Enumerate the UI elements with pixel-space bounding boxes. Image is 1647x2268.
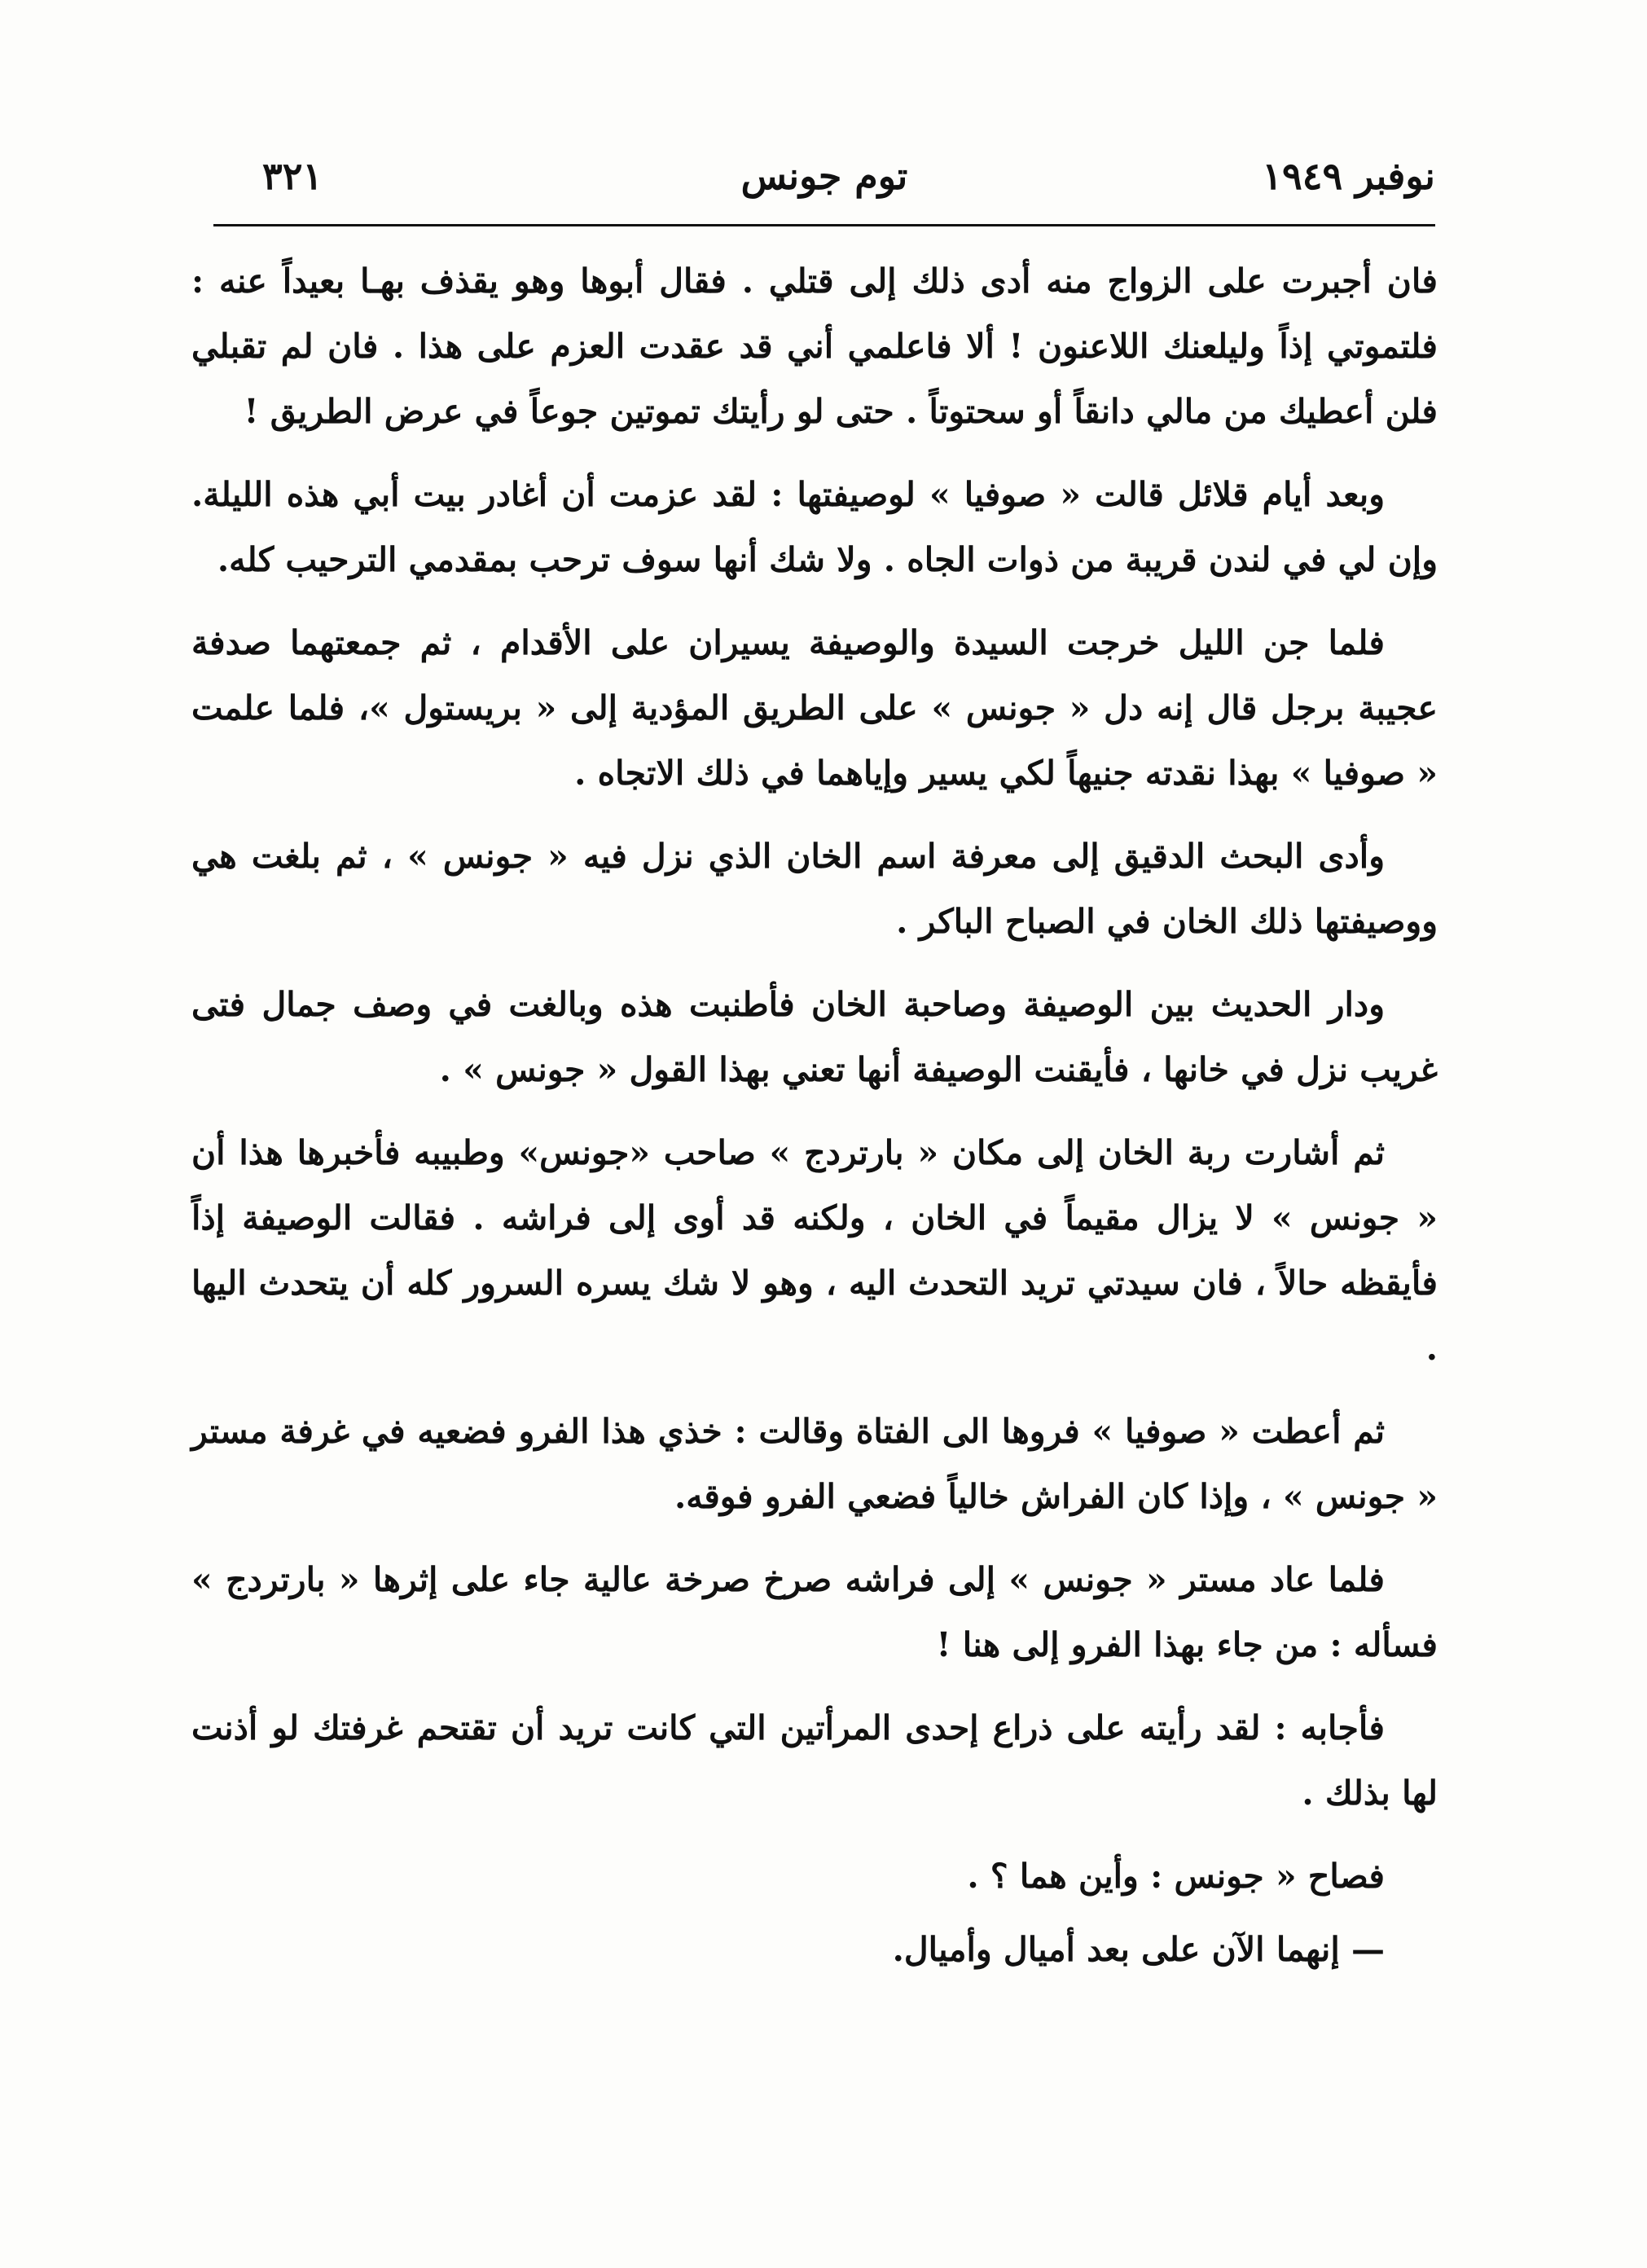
paragraph: ثم أعطت « صوفيا » فروها الى الفتاة وقالت : خذي هذا الفرو فضعيه في غرفة مستر « جونس » ، وإذا كان الفراش خالياً فضعي الفرو فوقه. — [191, 1412, 1438, 1516]
paragraph: فأجابه : لقد رأيته على ذراع إحدى المرأتين التي كانت تريد أن تقتحم غرفتك لو أذنت لها بذلك . — [191, 1708, 1438, 1813]
running-header — [213, 143, 1435, 209]
paragraph: ثم أشارت ربة الخان إلى مكان « بارتردج » صاحب «جونس» وطبيبه فأخبرها هذا أن « جونس » لا يزال مقيماً في الخان ، ولكنه قد أوى إلى فراشه . فقالت الوصيفة إذاً فأيقظه حالاً ، فان سيدتي تريد التحدث اليه ، وهو لا شك يسره السرور كله أن يتحدث اليها . — [191, 1133, 1438, 1368]
paragraph: وأدى البحث الدقيق إلى معرفة اسم الخان الذي نزل فيه « جونس » ، ثم بلغت هي ووصيفتها ذلك الخان في الصباح الباكر . — [191, 837, 1438, 941]
paragraph: فلما جن الليل خرجت السيدة والوصيفة يسيران على الأقدام ، ثم جمعتهما صدفة عجيبة برجل قال إنه دل « جونس » على الطريق المؤدية إلى « بريستول »، فلما علمت « صوفيا » بهذا نقدته جنيهاً لكي يسير وإياهما في ذلك الاتجاه . — [191, 623, 1438, 793]
paragraph: ودار الحديث بين الوصيفة وصاحبة الخان فأطنبت هذه وبالغت في وصف جمال فتى غريب نزل في خانها ، فأيقنت الوصيفة أنها تعني بهذا القول « جونس » . — [191, 985, 1438, 1089]
header-title: توم جونس — [740, 154, 908, 198]
header-divider — [213, 224, 1435, 226]
header-date: نوفبر ١٩٤٩ — [1262, 154, 1435, 198]
body-text — [191, 248, 1438, 1990]
dialog-line: فصاح « جونس : وأين هما ؟ . — [967, 1857, 1385, 1896]
page-number: ٣٢١ — [262, 154, 323, 198]
paragraph: فلما عاد مستر « جونس » إلى فراشه صرخ صرخة عالية جاء على إثرها « بارتردج » فسأله : من جاء بهذا الفرو إلى هنا ! — [191, 1560, 1438, 1664]
dialog-line: — إنهما الآن على بعد أميال وأميال. — [892, 1930, 1385, 1969]
paragraph: فان أجبرت على الزواج منه أدى ذلك إلى قتلي . فقال أبوها وهو يقذف بهـا بعيداً عنه : فلتموتي إذاً وليلعنك اللاعنون ! ألا فاعلمي أني قد عقدت العزم على هذا . فان لم تقبلي فلن أعطيك من مالي دانقاً أو سحتوتاً . حتى لو رأيتك تموتين جوعاً في عرض الطريق ! — [191, 262, 1438, 431]
paragraph: وبعد أيام قلائل قالت « صوفيا » لوصيفتها : لقد عزمت أن أغادر بيت أبي هذه الليلة. وإن لي في لندن قريبة من ذوات الجاه . ولا شك أنها سوف ترحب بمقدمي الترحيب كله. — [191, 475, 1438, 579]
